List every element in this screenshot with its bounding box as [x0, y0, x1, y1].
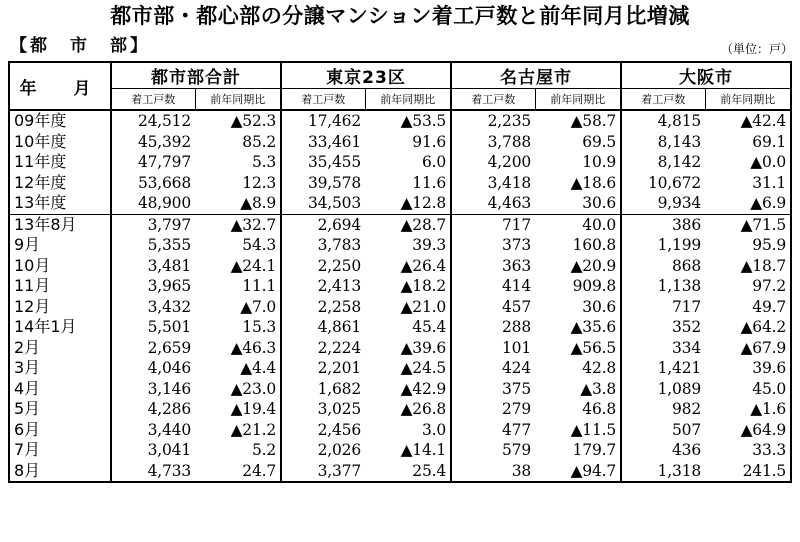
cell-yoy: 11.6 [365, 173, 451, 194]
table-row [9, 461, 791, 483]
cell-starts: 3,025 [317, 400, 361, 419]
table-row [9, 420, 791, 441]
cell-starts: 2,224 [317, 338, 361, 357]
region-header-urban-total: 都市部合計 [111, 62, 281, 89]
cell-starts: 3,797 [111, 214, 195, 235]
cell-starts: 5,355 [147, 236, 191, 255]
row-period-label: 5月 [9, 399, 111, 420]
cell-starts: 3,146 [147, 379, 191, 398]
cell-yoy: 85.2 [195, 132, 281, 153]
cell-yoy: 909.8 [535, 276, 621, 297]
cell-starts: 424 [502, 359, 532, 378]
cell-starts: 717 [451, 214, 535, 235]
cell-starts: 2,201 [317, 359, 361, 378]
cell-yoy: 241.5 [742, 461, 787, 480]
cell-starts: 982 [672, 400, 702, 419]
sub-header-yoy: 前年同期比 [535, 89, 621, 111]
cell-yoy: 160.8 [535, 235, 621, 256]
cell-starts: 10,672 [647, 173, 702, 192]
cell-yoy: ▲42.9 [365, 379, 451, 400]
row-period-label: 10月 [9, 256, 111, 277]
cell-starts: 34,503 [307, 194, 361, 213]
cell-starts: 477 [502, 420, 532, 439]
cell-starts: 2,659 [147, 338, 191, 357]
cell-yoy: 10.9 [535, 152, 621, 173]
cell-starts: 4,286 [147, 400, 191, 419]
cell-yoy: 97.2 [752, 277, 787, 296]
cell-starts: 386 [621, 214, 705, 235]
table-row [9, 235, 791, 256]
cell-yoy: 15.3 [195, 317, 281, 338]
cell-yoy: 11.1 [195, 276, 281, 297]
cell-starts: 1,089 [657, 379, 702, 398]
cell-yoy: 95.9 [752, 236, 787, 255]
cell-yoy: ▲39.6 [365, 338, 451, 359]
cell-starts: 17,462 [307, 112, 361, 131]
table-row [9, 358, 791, 379]
cell-yoy: ▲1.6 [750, 400, 787, 419]
cell-yoy: 6.0 [365, 152, 451, 173]
cell-starts: 4,861 [317, 318, 361, 337]
cell-yoy: ▲8.9 [195, 193, 281, 214]
cell-starts: 507 [672, 420, 702, 439]
cell-starts: 288 [502, 318, 532, 337]
cell-yoy: ▲23.0 [195, 379, 281, 400]
cell-yoy: ▲18.2 [365, 276, 451, 297]
cell-starts: 279 [502, 400, 532, 419]
cell-yoy: ▲46.3 [195, 338, 281, 359]
table-row [9, 173, 791, 194]
cell-yoy: 49.7 [752, 297, 787, 316]
cell-yoy: ▲42.4 [740, 112, 787, 131]
cell-starts: 1,138 [657, 277, 702, 296]
cell-starts: 436 [672, 441, 702, 460]
cell-yoy: ▲64.2 [740, 318, 787, 337]
cell-starts: 4,463 [487, 194, 532, 213]
cell-starts: 24,512 [137, 112, 191, 131]
cell-yoy: ▲94.7 [535, 461, 621, 483]
cell-starts: 717 [672, 297, 702, 316]
cell-starts: 8,143 [657, 132, 702, 151]
section-label: 【都 市 部】 [10, 36, 150, 56]
cell-yoy: ▲3.8 [535, 379, 621, 400]
page-title: 都市部・都心部の分譲マンション着工戸数と前年同月比増減 [110, 4, 690, 28]
sub-header-starts: 着工戸数 [111, 89, 195, 111]
cell-yoy: ▲12.8 [365, 193, 451, 214]
table-row [9, 379, 791, 400]
cell-starts: 3,783 [317, 236, 361, 255]
row-period-label: 3月 [9, 358, 111, 379]
cell-starts: 414 [502, 277, 532, 296]
cell-yoy: ▲53.5 [365, 110, 451, 132]
cell-starts: 2,250 [317, 256, 361, 275]
cell-yoy: ▲7.0 [195, 297, 281, 318]
sub-header-yoy: 前年同期比 [195, 89, 281, 111]
cell-starts: 334 [672, 338, 702, 357]
cell-starts: 2,413 [317, 277, 361, 296]
cell-starts: 4,733 [147, 461, 191, 480]
cell-starts: 3,440 [147, 420, 191, 439]
cell-yoy: ▲24.5 [365, 358, 451, 379]
table-row [9, 193, 791, 214]
cell-yoy: ▲21.2 [195, 420, 281, 441]
cell-starts: 3,432 [147, 297, 191, 316]
cell-starts: 375 [502, 379, 532, 398]
sub-header-yoy: 前年同期比 [365, 89, 451, 111]
cell-starts: 4,046 [147, 359, 191, 378]
cell-yoy: 45.4 [365, 317, 451, 338]
cell-yoy: 5.2 [195, 440, 281, 461]
cell-yoy: ▲26.8 [365, 399, 451, 420]
cell-starts: 373 [502, 236, 532, 255]
table-row [9, 276, 791, 297]
cell-starts: 3,418 [487, 173, 532, 192]
cell-starts: 2,235 [487, 112, 532, 131]
table-row [9, 399, 791, 420]
cell-yoy: 3.0 [365, 420, 451, 441]
cell-starts: 39,578 [307, 173, 361, 192]
cell-yoy: 40.0 [535, 214, 621, 235]
row-period-label: 11月 [9, 276, 111, 297]
cell-yoy: 25.4 [365, 461, 451, 483]
cell-yoy: 31.1 [752, 173, 787, 192]
table-row [9, 338, 791, 359]
cell-yoy: ▲67.9 [740, 338, 787, 357]
cell-yoy: ▲0.0 [750, 153, 787, 172]
cell-yoy: ▲71.5 [705, 214, 791, 235]
cell-starts: 38 [511, 461, 532, 480]
row-period-label: 14年1月 [9, 317, 111, 338]
table-row [9, 132, 791, 153]
cell-yoy: ▲18.7 [740, 256, 787, 275]
cell-yoy: 179.7 [535, 440, 621, 461]
cell-yoy: 30.6 [535, 193, 621, 214]
sub-header-starts: 着工戸数 [281, 89, 365, 111]
cell-starts: 33,461 [307, 132, 361, 151]
region-header-osaka: 大阪市 [621, 62, 791, 89]
table-row [9, 110, 791, 132]
cell-yoy: 69.5 [535, 132, 621, 153]
cell-starts: 2,026 [317, 441, 361, 460]
row-period-label: 6月 [9, 420, 111, 441]
cell-yoy: 30.6 [535, 297, 621, 318]
cell-yoy: ▲11.5 [535, 420, 621, 441]
cell-yoy: ▲52.3 [195, 110, 281, 132]
cell-yoy: 42.8 [535, 358, 621, 379]
cell-starts: 8,142 [657, 153, 702, 172]
cell-yoy: ▲56.5 [535, 338, 621, 359]
cell-yoy: ▲6.9 [750, 194, 787, 213]
table-row [9, 256, 791, 277]
region-header-tokyo-23-wards: 東京23区 [281, 62, 451, 89]
table-body [9, 110, 791, 482]
cell-starts: 48,900 [137, 194, 191, 213]
sub-header-starts: 着工戸数 [621, 89, 705, 111]
row-period-label: 12月 [9, 297, 111, 318]
cell-starts: 868 [672, 256, 702, 275]
sub-header-starts: 着工戸数 [451, 89, 535, 111]
cell-yoy: ▲18.6 [535, 173, 621, 194]
cell-yoy: ▲21.0 [365, 297, 451, 318]
cell-yoy: 45.0 [752, 379, 787, 398]
table-row [9, 297, 791, 318]
row-period-label: 9月 [9, 235, 111, 256]
cell-yoy: ▲58.7 [535, 110, 621, 132]
cell-yoy: ▲20.9 [535, 256, 621, 277]
cell-yoy: ▲19.4 [195, 399, 281, 420]
table-row [9, 214, 791, 235]
row-period-label: 12年度 [9, 173, 111, 194]
cell-yoy: ▲14.1 [365, 440, 451, 461]
cell-starts: 1,199 [657, 236, 702, 255]
row-period-label: 7月 [9, 440, 111, 461]
cell-yoy: 91.6 [365, 132, 451, 153]
cell-starts: 45,392 [137, 132, 191, 151]
cell-starts: 101 [502, 338, 532, 357]
cell-starts: 457 [502, 297, 532, 316]
cell-starts: 47,797 [137, 153, 191, 172]
month-column-header: 年 月 [9, 62, 111, 110]
cell-starts: 1,421 [657, 359, 702, 378]
cell-starts: 1,318 [657, 461, 702, 480]
row-period-label: 11年度 [9, 152, 111, 173]
cell-yoy: ▲35.6 [535, 317, 621, 338]
row-period-label: 13年度 [9, 193, 111, 214]
construction-starts-table [8, 61, 792, 483]
cell-starts: 3,041 [147, 441, 191, 460]
row-period-label: 09年度 [9, 110, 111, 132]
cell-yoy: 54.3 [195, 235, 281, 256]
cell-yoy: 24.7 [195, 461, 281, 483]
cell-yoy: 39.6 [752, 359, 787, 378]
cell-starts: 352 [672, 318, 702, 337]
cell-starts: 5,501 [147, 318, 191, 337]
cell-starts: 35,455 [307, 153, 361, 172]
cell-starts: 579 [502, 441, 532, 460]
cell-yoy: ▲64.9 [740, 420, 787, 439]
cell-yoy: 5.3 [195, 152, 281, 173]
row-period-label: 2月 [9, 338, 111, 359]
cell-yoy: 33.3 [752, 441, 787, 460]
row-period-label: 13年8月 [9, 214, 111, 235]
cell-yoy: ▲26.4 [365, 256, 451, 277]
sub-header-row [9, 89, 791, 111]
cell-starts: 3,377 [317, 461, 361, 480]
table-row [9, 317, 791, 338]
sub-header-yoy: 前年同期比 [705, 89, 791, 111]
cell-yoy: ▲4.4 [195, 358, 281, 379]
region-header-row [9, 62, 791, 89]
cell-starts: 3,965 [147, 277, 191, 296]
cell-yoy: 12.3 [195, 173, 281, 194]
cell-yoy: 39.3 [365, 235, 451, 256]
cell-starts: 3,788 [487, 132, 532, 151]
region-header-nagoya: 名古屋市 [451, 62, 621, 89]
unit-note: （単位：戸） [720, 42, 793, 56]
cell-starts: 2,694 [281, 214, 365, 235]
cell-yoy: ▲28.7 [365, 214, 451, 235]
cell-starts: 2,456 [317, 420, 361, 439]
table-row [9, 152, 791, 173]
cell-starts: 53,668 [137, 173, 191, 192]
cell-yoy: 69.1 [752, 132, 787, 151]
cell-starts: 363 [502, 256, 532, 275]
cell-starts: 3,481 [147, 256, 191, 275]
row-period-label: 4月 [9, 379, 111, 400]
row-period-label: 8月 [9, 461, 111, 483]
cell-starts: 4,815 [657, 112, 702, 131]
cell-starts: 2,258 [317, 297, 361, 316]
cell-starts: 1,682 [317, 379, 361, 398]
cell-starts: 9,934 [657, 194, 702, 213]
cell-yoy: 46.8 [535, 399, 621, 420]
row-period-label: 10年度 [9, 132, 111, 153]
cell-yoy: ▲32.7 [195, 214, 281, 235]
table-row [9, 440, 791, 461]
cell-starts: 4,200 [487, 153, 532, 172]
cell-yoy: ▲24.1 [195, 256, 281, 277]
